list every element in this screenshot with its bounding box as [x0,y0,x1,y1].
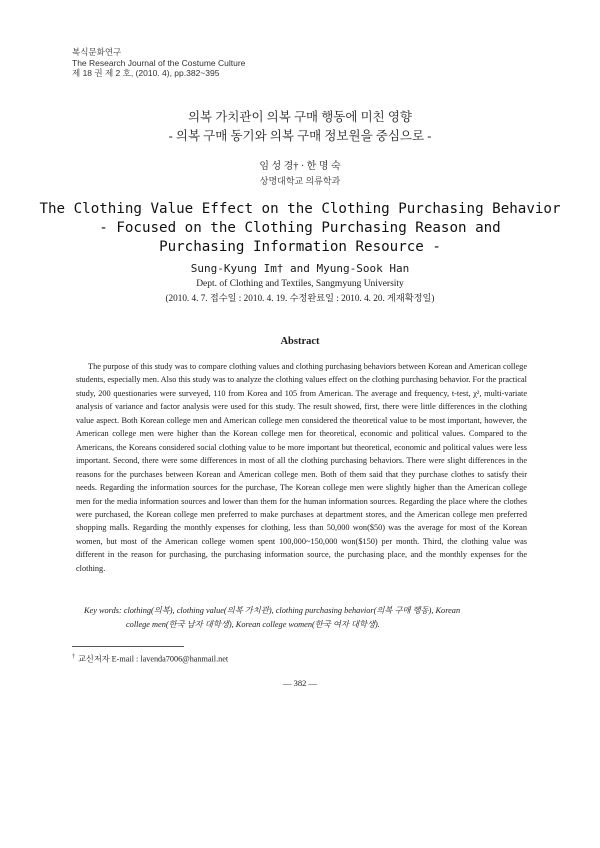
english-title-line1: The Clothing Value Effect on the Clothing Purchasing Behavior [39,201,561,217]
journal-header [72,47,245,79]
keywords-line2: college men(한국 남자 대학생), Korean college women(한국 여자 대학생). [126,620,380,629]
footnote-divider [72,646,184,647]
journal-name-korean: 복식문화연구 [72,47,122,57]
english-authors: Sung-Kyung Im† and Myung-Sook Han [190,262,410,275]
korean-title-line2: - 의복 구매 동기와 의복 구매 정보원을 중심으로 - [168,129,432,143]
abstract-heading: Abstract [280,336,320,347]
keywords-label: Key words: [84,606,122,615]
english-title-line2: - Focused on the Clothing Purchasing Reason and [99,220,501,236]
footnote [72,652,228,665]
korean-affiliation: 상명대학교 의류학과 [259,176,341,186]
english-title-line3: Purchasing Information Resource - [159,239,441,255]
abstract-body: The purpose of this study was to compare clothing values and clothing purchasing behaviors between Korean and American college students, especially men. Also this study was to analyze the clothing values effect on the clothing purchasing behavior. For the practical study, 200 questionaries were surveyed, 110 from Korea and 105 from American. The average and frequency, t-test, χ², multi-variate analysis of variance and factor analysis were used for this study. The result showed, first, there were little differences in the clothing value aspect. Both Korean college men and American college men considered the theoretical value to be most important, however, the American college men were higher than the Korean college men for theoretical, economic and political values. Compared to the Americans, the Koreans considered social clothing value to be more important but theoretical, economic and political values were less important. Second, there were some differences in most of all the clothing purchasing behaviors. There were slight differences in the reasons for the purchases between Korean and American college men. Both of them said that they purchase clothes to satisfy their needs. Regarding the information sources for the purchase, The Korean college men were slightly higher than the American college men for the media information sources and lower than them for the human information sources. Regarding the place where the clothes were purchased, the Korean college men preferred to make purchases at department stores, and the American college men preferred shopping malls. Regarding the monthly expenses for clothing, less than 50,000 won($50) was the average for most of the Korean women, but most of the American college women spent 100,000~150,000 won($150) per month. Third, the clothing value was different in the reason for purchasing, the purchasing information source, the purchasing place, and the monthly expenses for the clothing. [76,362,527,573]
english-title [0,200,600,257]
journal-name-english: The Research Journal of the Costume Culture [72,57,246,68]
korean-authors: 임 성 경† · 한 명 숙 [259,161,341,172]
journal-volume: 제 18 권 제 2 호, (2010. 4), pp.382~395 [72,68,220,78]
footnote-mark: † [72,654,75,660]
page-number: — 382 — [283,678,317,688]
corresponding-author-email: 교신저자 E-mail : lavenda7006@hanmail.net [78,654,229,664]
korean-title [0,108,600,146]
korean-title-line1: 의복 가치관이 의복 구매 행동에 미친 영향 [187,110,413,124]
submission-dates: (2010. 4. 7. 접수일 : 2010. 4. 19. 수정완료일 : 2010. 4. 20. 게재확정일) [165,293,435,303]
keywords [84,604,524,632]
english-affiliation: Dept. of Clothing and Textiles, Sangmyung University [196,279,404,289]
keywords-line1: clothing(의복), clothing value(의복 가치관), clothing purchasing behavior(의복 구매 행동), Korean [123,606,461,615]
